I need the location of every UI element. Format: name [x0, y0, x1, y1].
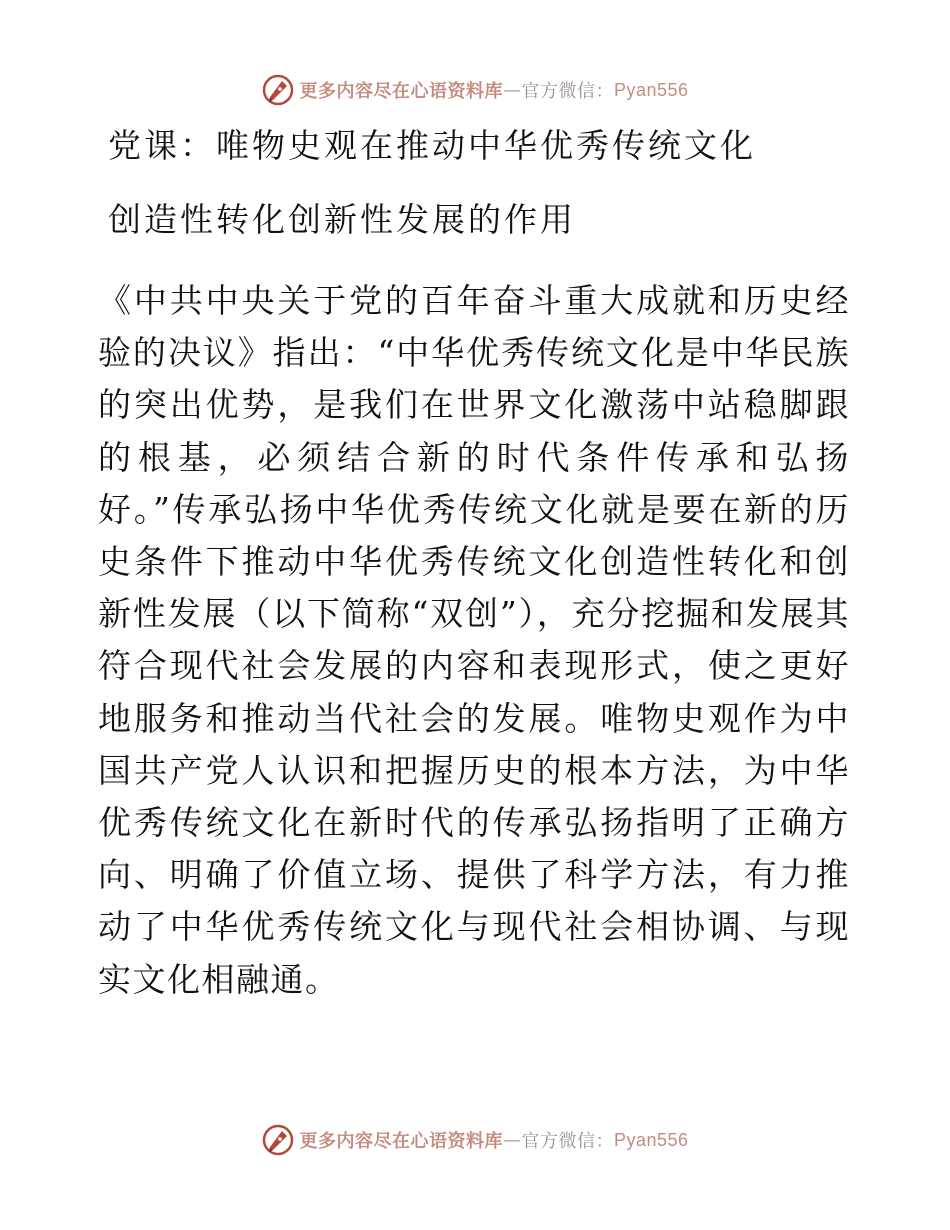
body-paragraph: 《中共中央关于党的百年奋斗重大成就和历史经验的决议》指出：“中华优秀传统文化是中华民族的突出优势，是我们在世界文化激荡中站稳脚跟的根基，必须结合新的时代条件传承和弘扬好。”传承弘扬中华优秀传统文化就是要在新的历史条件下推动中华优秀传统文化创造性转化和创新性发展（以下简称“双创”），充分挖掘和发展其符合现代社会发展的内容和表现形式，使之更好地服务和推动当代社会的发展。唯物史观作为中国共产党人认识和把握历史的根本方法，为中华优秀传统文化在新时代的传承弘扬指明了正确方向、明确了价值立场、提供了科学方法，有力推动了中华优秀传统文化与现代社会相协调、与现实文化相融通。	[98, 281, 850, 999]
watermark-dash: —	[502, 79, 522, 101]
footer-watermark	[0, 1122, 950, 1158]
document-title-line-1: 党课：唯物史观在推动中华优秀传统文化	[108, 126, 756, 165]
document-title-line-2: 创造性转化创新性发展的作用	[108, 200, 576, 239]
header-watermark	[0, 72, 950, 108]
watermark-main-text: 更多内容尽在心语资料库	[299, 1131, 503, 1152]
watermark-sub-text: 官方微信：	[521, 1131, 614, 1152]
pen-nib-logo-icon	[261, 1123, 295, 1157]
watermark-main-text: 更多内容尽在心语资料库	[299, 81, 503, 102]
watermark-wechat-id: Pyan556	[613, 1129, 689, 1150]
watermark-wechat-id: Pyan556	[613, 79, 689, 100]
watermark-dash: —	[502, 1129, 522, 1151]
pen-nib-logo-icon	[261, 73, 295, 107]
watermark-sub-text: 官方微信：	[521, 81, 614, 102]
